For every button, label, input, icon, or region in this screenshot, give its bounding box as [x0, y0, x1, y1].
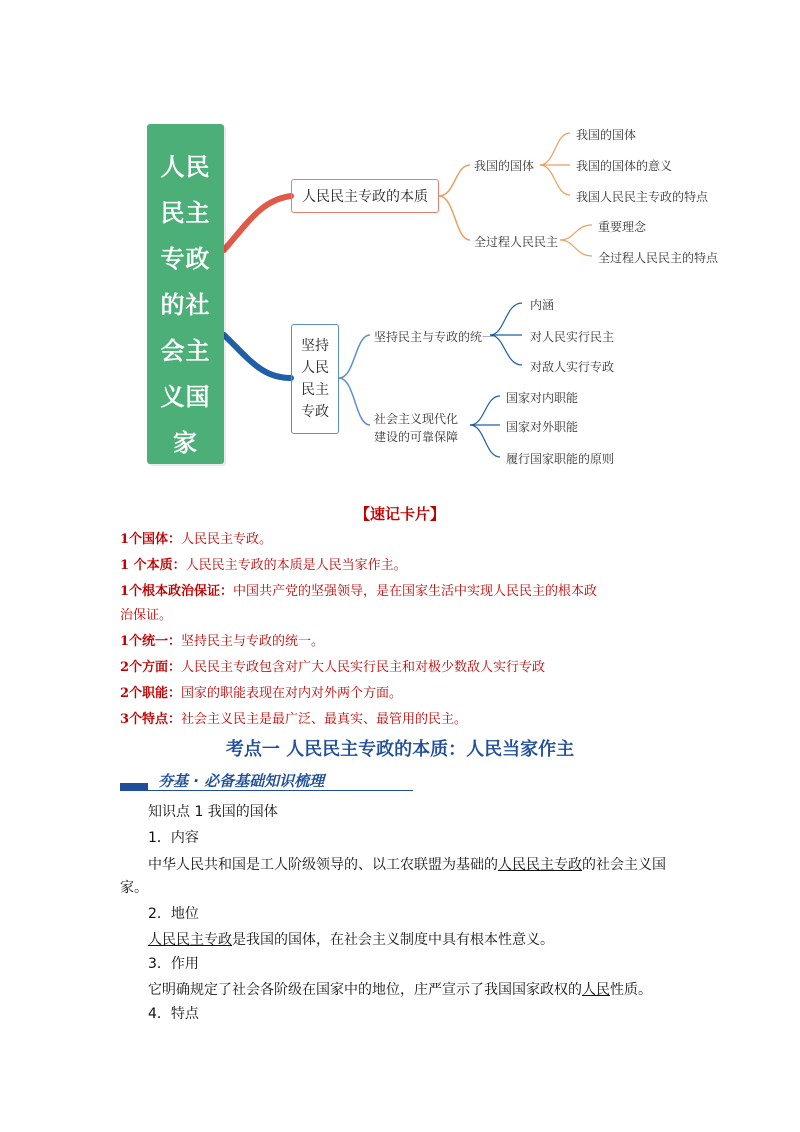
- branch-essence: 人民民主专政的本质: [291, 179, 439, 213]
- leaf: 我国的国体: [576, 128, 637, 142]
- card-title: 【速记卡片】: [354, 505, 445, 523]
- node-guarantee-line: 社会主义现代化: [374, 412, 459, 426]
- node-whole-process: 全过程人民民主: [474, 235, 559, 249]
- underlined-text: 人民民主专政: [148, 932, 232, 948]
- root-line: 专政: [160, 245, 211, 273]
- card-line: 3个特点：社会主义民主是最广泛、最真实、最管用的民主。: [120, 712, 468, 727]
- branch-uphold-line: 人民: [301, 360, 329, 376]
- branch-uphold-line: 专政: [301, 404, 329, 420]
- card-line: 1个根本政治保证：中国共产党的坚强领导，是在国家生活中实现人民民主的根本政: [120, 584, 598, 599]
- leaf: 我国的国体的意义: [576, 159, 673, 173]
- section-banner: [120, 770, 415, 794]
- leaf: 国家对内职能: [506, 391, 579, 405]
- leaf: 重要理念: [598, 220, 647, 234]
- card-line: 2个方面：人民民主专政包含对广大人民实行民主和对极少数敌人实行专政: [120, 660, 546, 675]
- root-line: 人民: [160, 153, 211, 181]
- paragraph: [148, 980, 652, 1000]
- mind-map: [0, 0, 800, 480]
- exam-point-title: 考点一 人民民主专政的本质：人民当家作主: [225, 739, 575, 760]
- banner-text: 夯基 · 必备基础知识梳理: [158, 772, 325, 790]
- paragraph: [148, 855, 666, 875]
- section-heading: 3．作用: [148, 956, 199, 972]
- branch-uphold-line: 民主: [301, 382, 329, 398]
- text: 它明确规定了社会各阶级在国家中的地位，庄严宣示了我国国家政权的: [148, 982, 582, 998]
- leaf: 履行国家职能的原则: [506, 452, 615, 466]
- node-guarantee-line: 建设的可靠保障: [374, 430, 459, 444]
- branch-uphold: [291, 324, 339, 434]
- paragraph: [148, 930, 554, 950]
- root-line: 民主: [160, 199, 211, 227]
- banner-bar: [120, 783, 148, 791]
- node-unity: 坚持民主与专政的统一: [374, 330, 495, 344]
- root-line: 家: [173, 429, 198, 457]
- root-line: 义国: [160, 383, 211, 411]
- card-line: 1个国体：人民民主专政。: [120, 532, 273, 547]
- paragraph-continued: 家。: [120, 880, 148, 896]
- card-line: 1个统一：坚持民主与专政的统一。: [120, 634, 325, 649]
- mind-map-root: [147, 124, 224, 464]
- card-line: 2个职能：国家的职能表现在对内对外两个方面。: [120, 686, 403, 701]
- card-line: 治保证。: [120, 608, 173, 623]
- leaf: 全过程人民民主的特点: [598, 251, 719, 265]
- underlined-text: 人民: [582, 982, 610, 998]
- mind-map-connectors: [0, 0, 800, 480]
- section-heading: 4．特点: [148, 1006, 199, 1022]
- text: 性质。: [610, 982, 652, 998]
- mind-map-root-text: [147, 144, 224, 466]
- root-line: 会主: [160, 337, 211, 365]
- leaf: 国家对外职能: [506, 420, 579, 434]
- node-guoti: 我国的国体: [474, 159, 535, 173]
- leaf: 我国人民民主专政的特点: [576, 190, 709, 204]
- text: 的社会主义国: [582, 857, 666, 873]
- leaf: 对敌人实行专政: [530, 360, 615, 374]
- leaf: 内涵: [530, 298, 555, 312]
- underlined-text: 人民民主专政: [498, 857, 582, 873]
- text: 中华人民共和国是工人阶级领导的、以工农联盟为基础的: [148, 857, 498, 873]
- root-line: 的社: [160, 291, 211, 319]
- branch-uphold-line: 坚持: [301, 338, 329, 354]
- leaf: 对人民实行民主: [530, 330, 615, 344]
- node-guarantee: [374, 410, 458, 446]
- card-line: 1 个本质：人民民主专政的本质是人民当家作主。: [120, 558, 407, 573]
- section-heading: 2．地位: [148, 906, 199, 922]
- knowledge-point-heading: 知识点 1 我国的国体: [148, 804, 278, 820]
- section-heading: 1．内容: [148, 830, 199, 846]
- text: 是我国的国体，在社会主义制度中具有根本性意义。: [232, 932, 554, 948]
